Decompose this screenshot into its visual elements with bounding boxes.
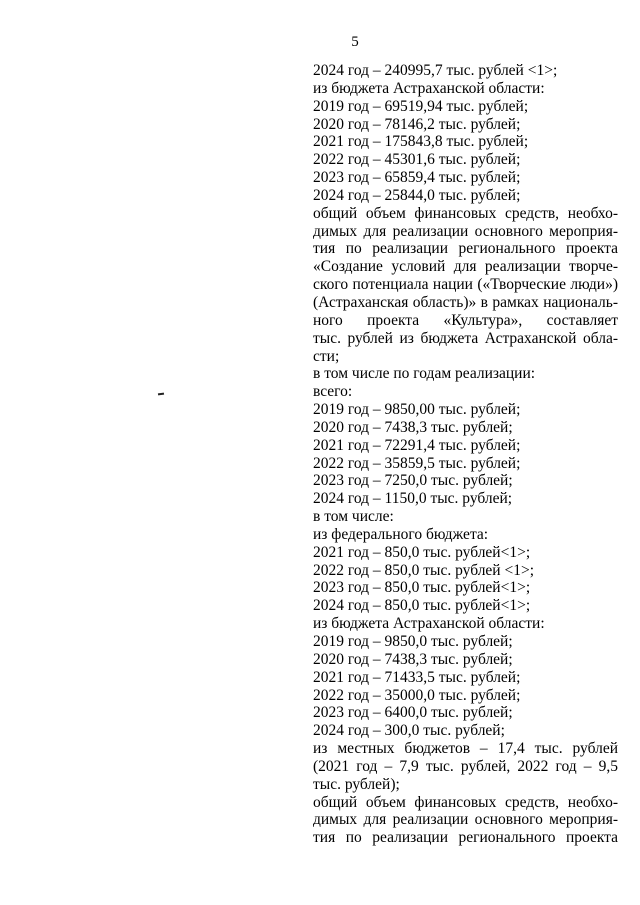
- text-line: 2021 год – 71433,5 тыс. рублей;: [313, 668, 521, 686]
- text-line: 2019 год – 69519,94 тыс. рублей;: [313, 97, 529, 115]
- text-line: тия по реализации регионального проекта: [313, 829, 618, 847]
- text-line: из местных бюджетов – 17,4 тыс. рублей: [313, 740, 618, 758]
- text-line: 2024 год – 850,0 тыс. рублей<1>;: [313, 597, 531, 615]
- page-number: 5: [351, 34, 359, 50]
- text-line: 2019 год – 9850,0 тыс. рублей;: [313, 633, 513, 650]
- scan-mark: [158, 393, 164, 396]
- document-body-text: [313, 62, 618, 847]
- text-line: ского потенциала нации («Творческие люди»): [313, 276, 618, 294]
- text-line: 2021 год – 175843,8 тыс. рублей;: [313, 133, 529, 151]
- text-line: общий объем финансовых средств, необхо-: [313, 793, 618, 811]
- text-line: всего:: [313, 383, 353, 401]
- text-line: димых для реализации основного мероприя-: [313, 811, 618, 829]
- text-line: 2023 год – 7250,0 тыс. рублей;: [313, 472, 513, 490]
- text-line: 2024 год – 1150,0 тыс. рублей;: [313, 490, 513, 508]
- text-line: 2024 год – 25844,0 тыс. рублей;: [313, 186, 521, 204]
- text-line: (2021 год – 7,9 тыс. рублей, 2022 год – 9,5: [313, 757, 618, 775]
- text-line: «Создание условий для реализации творче-: [313, 258, 618, 276]
- text-line: из федерального бюджета:: [313, 525, 489, 543]
- text-line: 2023 год – 6400,0 тыс. рублей;: [313, 704, 513, 722]
- text-line: 2021 год – 72291,4 тыс. рублей;: [313, 436, 521, 454]
- text-line: 2022 год – 35859,5 тыс. рублей;: [313, 454, 521, 472]
- text-line: 2024 год – 300,0 тыс. рублей;: [313, 722, 505, 740]
- text-line: общий объем финансовых средств, необхо-: [313, 204, 618, 222]
- text-line: 2020 год – 7438,3 тыс. рублей;: [313, 650, 513, 668]
- text-line: 2022 год – 45301,6 тыс. рублей;: [313, 151, 521, 169]
- text-line: 2022 год – 850,0 тыс. рублей <1>;: [313, 561, 535, 579]
- text-line: 2020 год – 78146,2 тыс. рублей;: [313, 115, 521, 133]
- text-line: в том числе:: [313, 508, 394, 526]
- text-line: сти;: [313, 347, 340, 365]
- text-line: 2023 год – 850,0 тыс. рублей<1>;: [313, 579, 531, 597]
- text-line: в том числе по годам реализации:: [313, 365, 536, 383]
- text-line: 2024 год – 240995,7 тыс. рублей <1>;: [313, 62, 558, 79]
- text-line: 2019 год – 9850,00 тыс. рублей;: [313, 401, 521, 419]
- text-line: 2021 год – 850,0 тыс. рублей<1>;: [313, 543, 531, 561]
- text-line: 2020 год – 7438,3 тыс. рублей;: [313, 418, 513, 436]
- text-line: из бюджета Астраханской области:: [313, 615, 545, 633]
- text-line: тия по реализации регионального проекта: [313, 240, 618, 258]
- text-line: (Астраханская область)» в рамках националь-: [313, 293, 618, 311]
- text-line: тыс. рублей);: [313, 775, 400, 793]
- text-line: тыс. рублей из бюджета Астраханской обла-: [313, 329, 618, 347]
- text-line: 2022 год – 35000,0 тыс. рублей;: [313, 686, 521, 704]
- text-line: 2023 год – 65859,4 тыс. рублей;: [313, 169, 521, 187]
- text-line: ного проекта «Культура», составляет: [313, 311, 618, 329]
- text-line: димых для реализации основного мероприя-: [313, 222, 618, 240]
- text-line: из бюджета Астраханской области:: [313, 79, 545, 97]
